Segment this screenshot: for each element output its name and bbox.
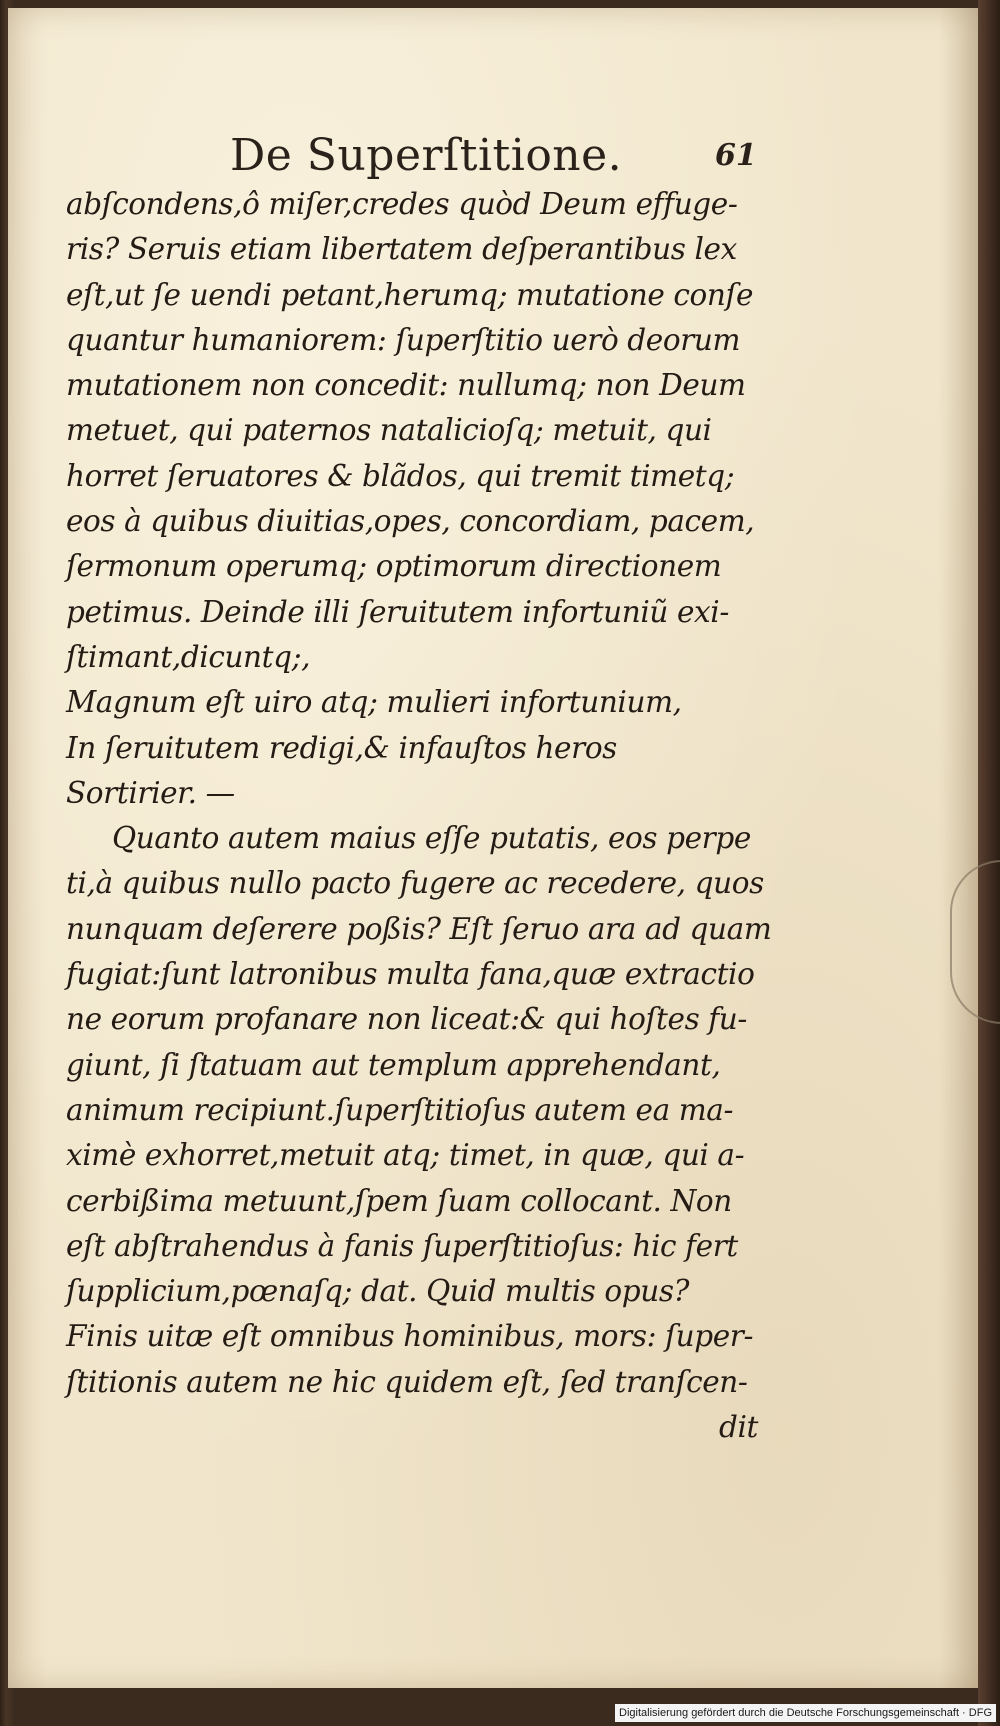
text-line: nunquam deſerere poßis? Eſt ſeruo ara ad quam xyxy=(66,911,772,946)
text-line: animum recipiunt.ſuperſtitioſus autem ea ma- xyxy=(66,1092,734,1127)
digitization-note: Digitalisierung gefördert durch die Deutsche Forschungsgemeinschaft · DFG xyxy=(615,1704,996,1722)
catchword: dit xyxy=(719,1410,758,1445)
text-line: metuet, qui paternos natalicioſq; metuit, qui xyxy=(66,413,712,448)
text-line: Finis uitæ eſt omnibus hominibus, mors: ſuper- xyxy=(66,1319,754,1354)
text-line: quantur humaniorem: ſuperſtitio uerò deorum xyxy=(66,322,741,357)
text-line: ſtitionis autem ne hic quidem eſt, ſed tranſcen- xyxy=(66,1364,748,1399)
running-head xyxy=(230,126,757,186)
text-line: petimus. Deinde illi ſeruitutem infortuniũ exi- xyxy=(66,594,729,629)
text-line: eſt,ut ſe uendi petant,herumq; mutatione conſe xyxy=(66,277,754,312)
text-line: mutationem non concedit: nullumq; non Deum xyxy=(66,368,746,403)
page-clip-mark xyxy=(950,860,1000,1024)
text-line: horret ſeruatores & blãdos, qui tremit timetq; xyxy=(66,458,735,493)
text-line: cerbißima metuunt,ſpem ſuam collocant. Non xyxy=(66,1183,732,1218)
paragraph-start-line: Quanto autem maius eſſe putatis, eos perpe xyxy=(112,821,751,856)
verse-line: In ſeruitutem redigi,& infauſtos heros xyxy=(66,730,617,765)
verse-line: Magnum eſt uiro atq; mulieri infortunium, xyxy=(66,685,682,720)
text-line: ne eorum profanare non liceat:& qui hoſtes fu- xyxy=(66,1002,747,1037)
text-line: ſupplicium,pœnaſq; dat. Quid multis opus? xyxy=(66,1274,689,1309)
text-line: ſtimant,dicuntq;, xyxy=(66,639,311,674)
text-line: ti,à quibus nullo pacto fugere ac recedere, quos xyxy=(66,866,764,901)
page-number: 61 xyxy=(715,138,757,173)
text-line: abſcondens,ô miſer,credes quòd Deum effuge- xyxy=(66,187,738,221)
verse-line: Sortirier. — xyxy=(66,775,235,810)
text-line: ſermonum operumq; optimorum directionem xyxy=(66,549,722,584)
text-line: ximè exhorret,metuit atq; timet, in quæ, qui a- xyxy=(66,1138,745,1173)
text-line: ris? Seruis etiam libertatem deſperantibus lex xyxy=(66,232,737,267)
text-line: eſt abſtrahendus à fanis ſuperſtitioſus: hic fert xyxy=(66,1228,738,1263)
text-line: fugiat:ſunt latronibus multa fana,quæ extractio xyxy=(66,957,755,992)
text-line: giunt, ſi ſtatuam aut templum apprehendant, xyxy=(66,1047,721,1082)
body-text xyxy=(66,182,772,1450)
text-line: eos à quibus diuitias,opes, concordiam, pacem, xyxy=(66,504,755,539)
page-title: De Superſtitione. xyxy=(230,130,623,181)
